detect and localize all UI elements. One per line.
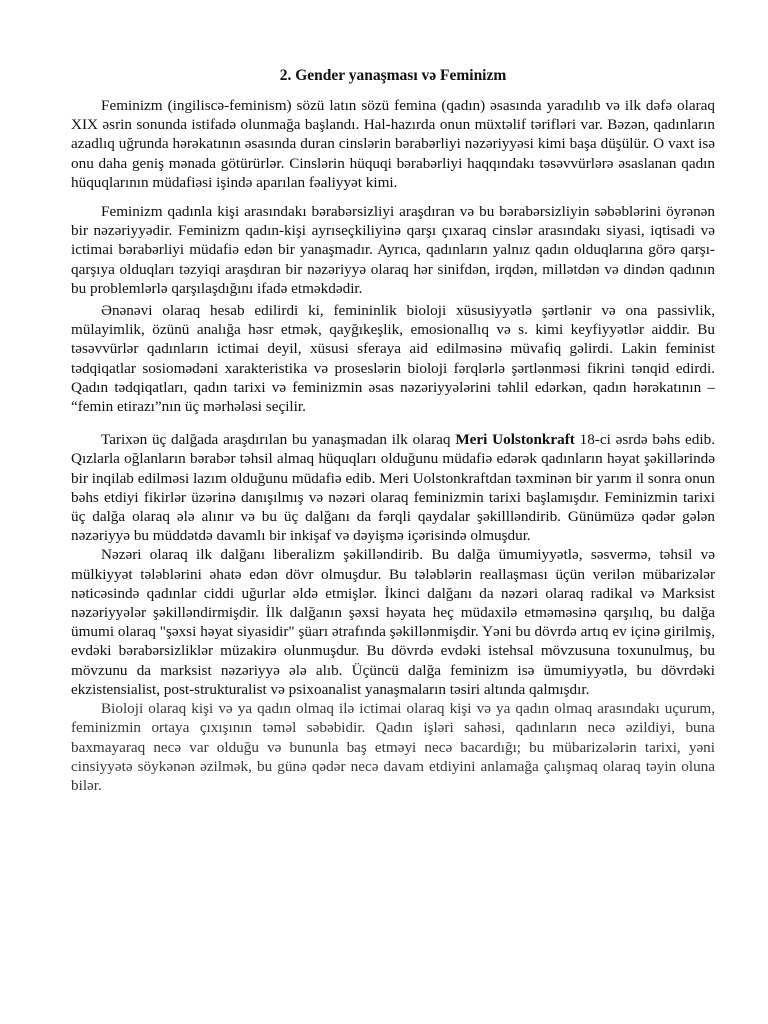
- paragraph-feminism-definition: Feminizm qadınla kişi arasındakı bərabərsizliyi araşdıran və bu bərabərsizliyin səbəblərini öyrənən bir nəzəriyyədir. Feminizm qadın-kişi ayrıseçkiliyinə qarşı çıxaraq cinslər arasındakı siyasi, iqtisadi və ictimai bərabərliyi müdafiə edən bir yanaşmadır. Ayrıca, qadınların yalnız qadın olduqlarına görə qarşı-qarşıya olduqları təzyiqi araşdıran bir nəzəriyyə olaraq hər sinifdən, irqdən, millətdən və dindən qadının bu problemlərlə qarşılaşdığını ifadə etməkdədir.: [71, 203, 715, 297]
- paragraph-three-waves: [71, 430, 715, 545]
- paragraph-waves-detail: Nəzəri olaraq ilk dalğanı liberalizm şəkilləndirib. Bu dalğa ümumiyyətlə, səsvermə, təhsil və mülkiyyət tələblərini əhatə edən dövr olmuşdur. Bu tələblərin reallaşması üçün verilən mübarizələr nəticəsində qadınlar ciddi uğurlar əldə etmişlər. İkinci dalğanı da nəzəri olaraq radikal və Marksist nəzəriyyələr şəkilləndirmişdir. İlk dalğanın şəxsi həyata heç müdaxilə etməməsinə qarşılıq, bu dalğa ümumi olaraq "şəxsi həyat siyasidir" şüarı ətrafında şəkillənmişdir. Yəni bu dövrdə artıq ev içinə girilmiş, evdəki bərabərsizliklər müzakirə olunmuşdur. Bu dövrdə evdəki istehsal mövzusuna toxunulmuş, bu mövzunu da marksist nəzəriyyə ələ alıb. Üçüncü dalğa feminizm isə ümumiyyətlə, bu dövrdəki ekzistensialist, post-strukturalist və psixoanalist yanaşmaların təsiri altında qalmışdır.: [71, 546, 715, 698]
- paragraph-femininity-tradition: Ənənəvi olaraq hesab edilirdi ki, femininlik bioloji xüsusiyyətlə şərtlənir və ona passivlik, mülayimlik, özünü analığa həsr etmək, qayğıkeşlik, emosionallıq və s. kimi keyfiyyətlər aiddir. Bu təsəvvürlər qadınların ictimai deyil, xüsusi sferaya aid edilməsinə müvafiq gəlirdi. Lakin feminist tədqiqatlar sosiomədəni xarakteristika və proseslərin bioloji fərqlərlə şərtlənməsi fikrini tənqid edirdi. Qadın tədqiqatları, qadın tarixi və feminizmin əsas nəzəriyyələrini təhlil edərkən, qadın hərəkatının – “femin etirazı”nın üç mərhələsi seçilir.: [71, 302, 715, 416]
- highlighted-name: Meri Uolstonkraft: [455, 431, 575, 449]
- paragraph-text-after: 18-ci əsrdə bəhs edib. Qızlarla oğlanların bərabər təhsil almaq hüquqları olduğunu müdafiə edərək qadınların həyat şəkillərində bir inqilab edilməsi lazım olduğunu müdafiə edib. Meri Uolstonkraftdan təxminən bir yarım il sonra onun bəhs etdiyi fikirlər üzərinə danışılmış və nəzəri olaraq feminizmin tarixi başlamışdır. Feminizmin tarixi üç dalğa olaraq ələ alınır və bu üç dalğanı da fərqli qaydalar şəkillləndirib. Günümüzə qədər gələn nəzəriyyə bu müddətdə davamlı bir inkişaf və dəyişmə içərisində olmuşdur.: [71, 431, 715, 545]
- paragraph-feminism-origin: Feminizm (ingiliscə-feminism) sözü latın sözü femina (qadın) əsasında yaradılıb və ilk dəfə olaraq XIX əsrin sonunda istifadə olunmağa başlandı. Hal-hazırda onun müxtəlif tərifləri var. Bəzən, qadınların azadlıq uğrunda hərəkatının əsasında duran cinslərin bərabərliyi nəzəriyyəsi kimi başa düşülür. O vaxt isə onu daha geniş mənada götürürlər. Cinslərin hüquqi bərabərliyi haqqındakı təsəvvürlərə əsaslanan qadın hüquqlarının müdafiəsi işində aparılan fəaliyyət kimi.: [71, 97, 715, 191]
- paragraph-biological-social: Bioloji olaraq kişi və ya qadın olmaq ilə ictimai olaraq kişi və ya qadın olmaq arasındakı uçurum, feminizmin ortaya çıxışının təməl səbəbidir. Qadın işləri sahəsi, qadınların necə əzildiyi, buna baxmayaraq necə var olduğu və bununla baş etməyi necə bacardığı; bu mübarizələrin tarixi, yəni cinsiyyətə söykənən əzilmək, bu günə qədər necə davam etdiyini anlamağa çalışmaq olaraq təyin oluna bilər.: [71, 700, 715, 794]
- paragraph-text-before: Tarixən üç dalğada araşdırılan bu yanaşmadan ilk olaraq: [101, 431, 456, 449]
- section-title: 2. Gender yanaşması və Feminizm: [279, 67, 507, 84]
